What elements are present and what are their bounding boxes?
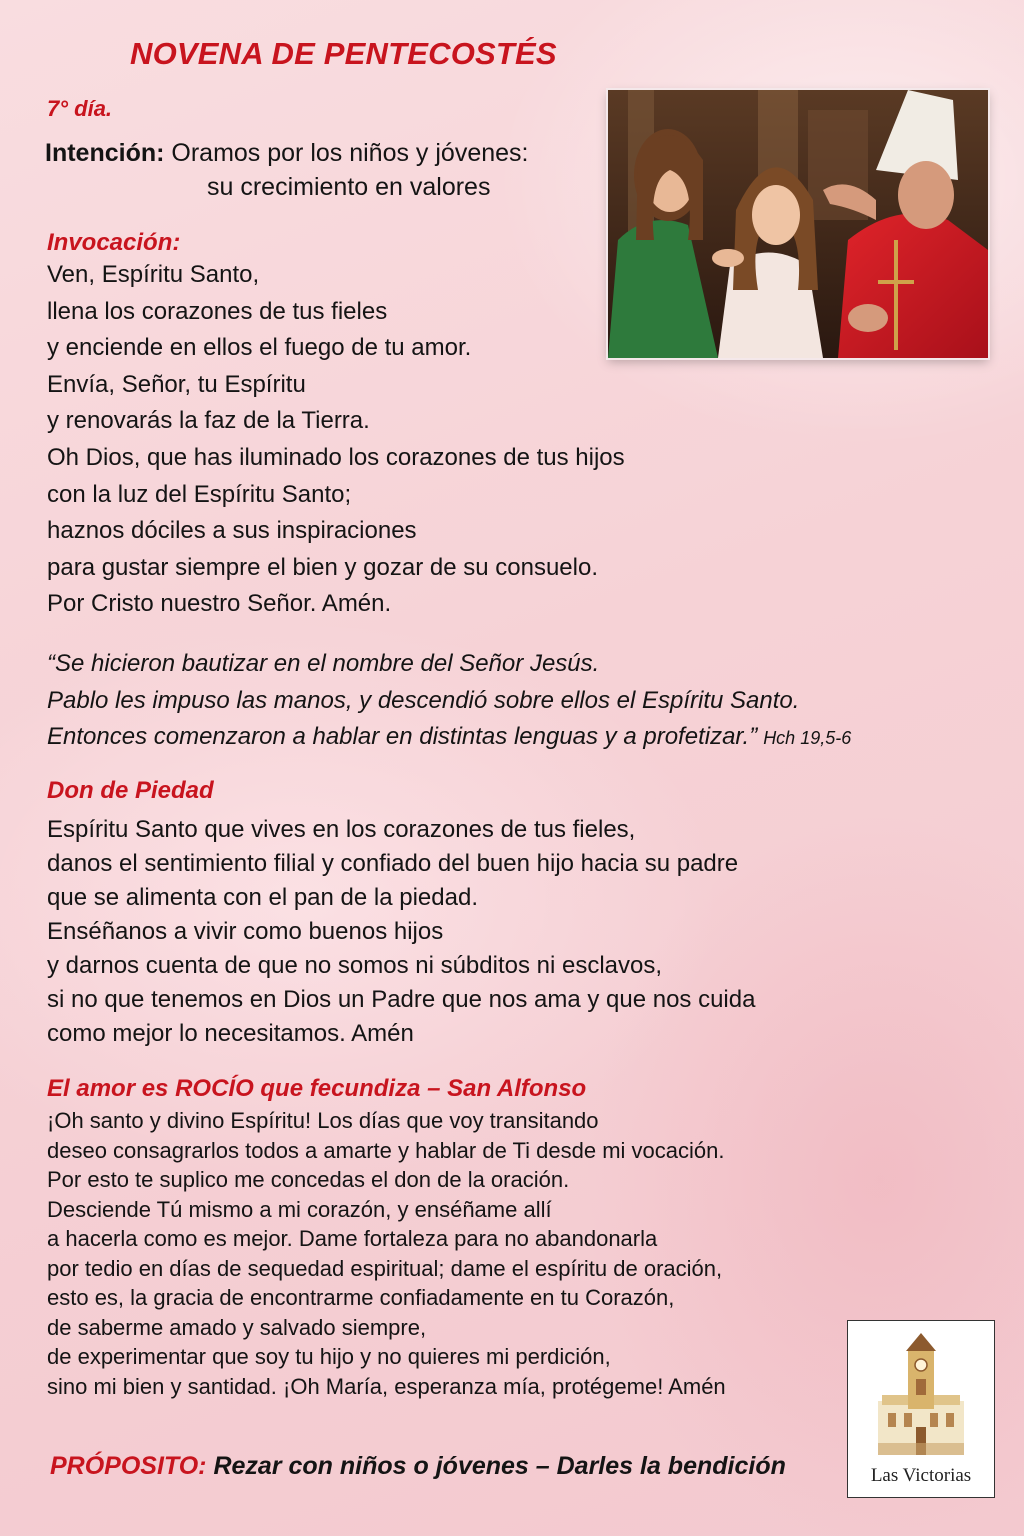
intention-block (45, 136, 529, 204)
alfonso-line: sino mi bien y santidad. ¡Oh María, esperanza mía, protégeme! Amén (47, 1373, 726, 1399)
alfonso-line: Por esto te suplico me concedas el don de la oración. (47, 1167, 570, 1192)
invocation-line: con la luz del Espíritu Santo; (47, 480, 352, 508)
invocation-line: Oh Dios, que has iluminado los corazones de tus hijos (47, 443, 625, 471)
invocation-heading: Invocación: (47, 229, 181, 256)
alfonso-line: de experimentar que soy tu hijo y no quieres mi perdición, (47, 1344, 611, 1369)
alfonso-text (47, 1106, 726, 1401)
intention-line-1: Oramos por los niños y jóvenes: (171, 139, 529, 167)
purpose-line (50, 1452, 786, 1481)
purpose-label: PRÓPOSITO: (50, 1452, 207, 1480)
gift-line: danos el sentimiento filial y confiado del buen hijo hacia su padre (47, 850, 739, 877)
intention-label: Intención: (45, 139, 165, 167)
invocation-line: para gustar siempre el bien y gozar de su consuelo. (47, 553, 598, 581)
gift-line: Enséñanos a vivir como buenos hijos (47, 918, 444, 945)
alfonso-line: esto es, la gracia de encontrarme confiadamente en tu Corazón, (47, 1285, 675, 1310)
invocation-line: Por Cristo nuestro Señor. Amén. (47, 590, 392, 618)
church-tower-icon (878, 1331, 964, 1455)
purpose-text: Rezar con niños o jóvenes – Darles la bendición (213, 1452, 786, 1480)
quote-line: Pablo les impuso las manos, y descendió sobre ellos el Espíritu Santo. (47, 686, 800, 714)
gift-line: que se alimenta con el pan de la piedad. (47, 884, 478, 911)
confirmation-photo (608, 90, 988, 358)
invocation-line: Ven, Espíritu Santo, (47, 261, 260, 288)
alfonso-line: deseo consagrarlos todos a amarte y hablar de Ti desde mi vocación. (47, 1137, 725, 1163)
scripture-quote (47, 646, 851, 756)
day-label: 7° día. (47, 96, 113, 121)
quote-line: Entonces comenzaron a hablar en distintas lenguas y a profetizar.” (47, 723, 758, 751)
invocation-text (47, 257, 625, 623)
logo-caption: Las Victorias (870, 1465, 972, 1486)
alfonso-line: por tedio en días de sequedad espiritual; dame el espíritu de oración, (47, 1255, 723, 1281)
invocation-line: haznos dóciles a sus inspiraciones (47, 517, 417, 545)
alfonso-line: ¡Oh santo y divino Espíritu! Los días que voy transitando (47, 1108, 599, 1133)
gift-line: si no que tenemos en Dios un Padre que nos ama y que nos cuida (47, 986, 756, 1013)
invocation-line: y enciende en ellos el fuego de tu amor. (47, 334, 472, 362)
invocation-line: y renovarás la faz de la Tierra. (47, 407, 370, 435)
page-title: NOVENA DE PENTECOSTÉS (130, 36, 557, 71)
alfonso-line: Desciende Tú mismo a mi corazón, y enséñame allí (47, 1196, 552, 1222)
gift-text (47, 812, 755, 1050)
invocation-line: llena los corazones de tus fieles (47, 297, 388, 325)
intention-line-2: su crecimiento en valores (207, 173, 491, 201)
invocation-line: Envía, Señor, tu Espíritu (47, 370, 306, 398)
confirmation-photo-illustration (608, 90, 988, 358)
gift-line: Espíritu Santo que vives en los corazones de tus fieles, (47, 816, 636, 843)
quote-line: “Se hicieron bautizar en el nombre del Señor Jesús. (47, 650, 600, 677)
alfonso-line: de saberme amado y salvado siempre, (47, 1314, 427, 1340)
gift-line: y darnos cuenta de que no somos ni súbditos ni esclavos, (47, 952, 663, 979)
gift-heading: Don de Piedad (47, 777, 214, 804)
alfonso-heading: El amor es ROCÍO que fecundiza – San Alfonso (47, 1075, 587, 1102)
quote-reference: Hch 19,5-6 (763, 728, 852, 749)
gift-line: como mejor lo necesitamos. Amén (47, 1020, 414, 1047)
alfonso-line: a hacerla como es mejor. Dame fortaleza para no abandonarla (47, 1226, 658, 1251)
las-victorias-logo (847, 1320, 995, 1498)
